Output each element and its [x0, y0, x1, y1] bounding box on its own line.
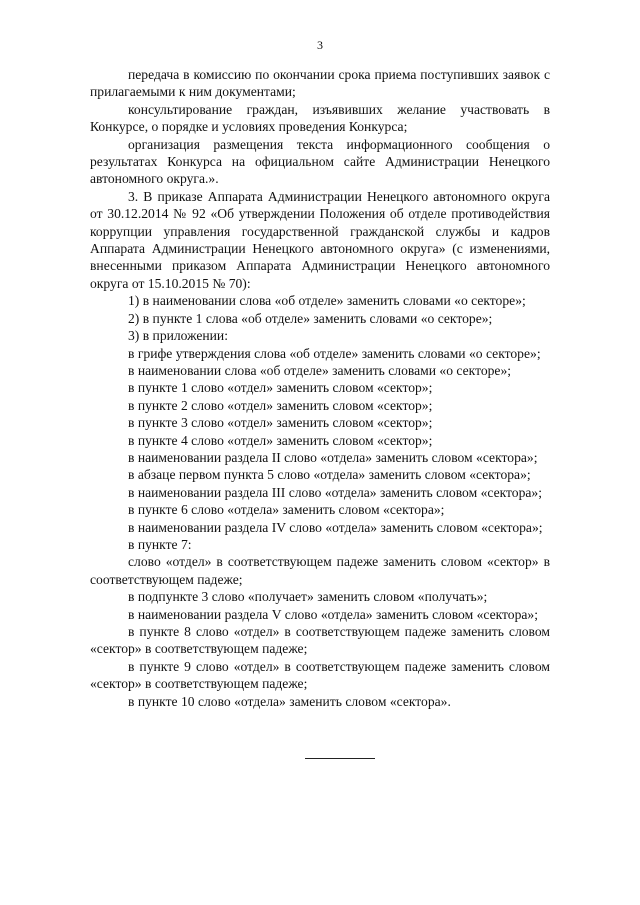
paragraph: в пункте 3 слово «отдел» заменить словом «сектор»;	[128, 415, 433, 431]
paragraph: в пункте 7:	[128, 536, 192, 552]
paragraph: в подпункте 3 слово «получает» заменить словом «получать»;	[128, 589, 488, 605]
paragraph: в наименовании раздела II слово «отдела» заменить словом «сектора»;	[128, 449, 538, 465]
paragraph: в пункте 10 слово «отдела» заменить словом «сектора».	[128, 693, 451, 709]
paragraph: передача в комиссию по окончании срока приема поступивших заявок с прилагаемыми к ним документами;	[90, 67, 550, 100]
paragraph: в наименовании раздела V слово «отдела» заменить словом «сектора»;	[128, 606, 538, 622]
paragraph: 3) в приложении:	[128, 328, 228, 344]
paragraph: в наименовании слова «об отделе» заменить словами «о секторе»;	[128, 362, 512, 378]
paragraph: организация размещения текста информационного сообщения о результатах Конкурса на официальном сайте Администрации Ненецкого автономного округа.».	[90, 136, 550, 187]
end-divider-line	[305, 758, 375, 759]
paragraph: в пункте 2 слово «отдел» заменить словом «сектор»;	[128, 397, 433, 413]
paragraph: в пункте 8 слово «отдел» в соответствующем падеже заменить словом «сектор» в соответствующем падеже;	[90, 624, 550, 657]
paragraph: слово «отдел» в соответствующем падеже заменить словом «сектор» в соответствующем падеже;	[90, 554, 550, 587]
paragraph: 2) в пункте 1 слова «об отделе» заменить словами «о секторе»;	[128, 310, 493, 326]
paragraph: в пункте 1 слово «отдел» заменить словом «сектор»;	[128, 380, 433, 396]
paragraph: в пункте 4 слово «отдел» заменить словом «сектор»;	[128, 432, 433, 448]
paragraph: в абзаце первом пункта 5 слово «отдела» заменить словом «сектора»;	[128, 467, 531, 483]
paragraph: 3. В приказе Аппарата Администрации Ненецкого автономного округа от 30.12.2014 № 92 «Об утверждении Положения об отделе противодействия коррупции управления государственной гражданской службы и кадров Аппарата Администрации Ненецкого автономного округа» (с изменениями, внесенными приказом Аппарата Администрации Ненецкого автономного округа от 15.10.2015 № 70):	[90, 188, 550, 291]
paragraph: в наименовании раздела IV слово «отдела» заменить словом «сектора»;	[128, 519, 543, 535]
page-number: 3	[317, 38, 323, 52]
paragraph: консультирование граждан, изъявивших желание участвовать в Конкурсе, о порядке и условиях проведения Конкурса;	[90, 101, 550, 135]
paragraph: в грифе утверждения слова «об отделе» заменить словами «о секторе»;	[128, 345, 541, 361]
paragraph: 1) в наименовании слова «об отделе» заменить словами «о секторе»;	[128, 293, 526, 309]
paragraph: в пункте 6 слово «отдела» заменить словом «сектора»;	[128, 502, 445, 518]
document-body	[90, 66, 550, 710]
paragraph: в наименовании раздела III слово «отдела» заменить словом «сектора»;	[128, 484, 542, 500]
paragraph: в пункте 9 слово «отдел» в соответствующем падеже заменить словом «сектор» в соответствующем падеже;	[90, 658, 550, 692]
